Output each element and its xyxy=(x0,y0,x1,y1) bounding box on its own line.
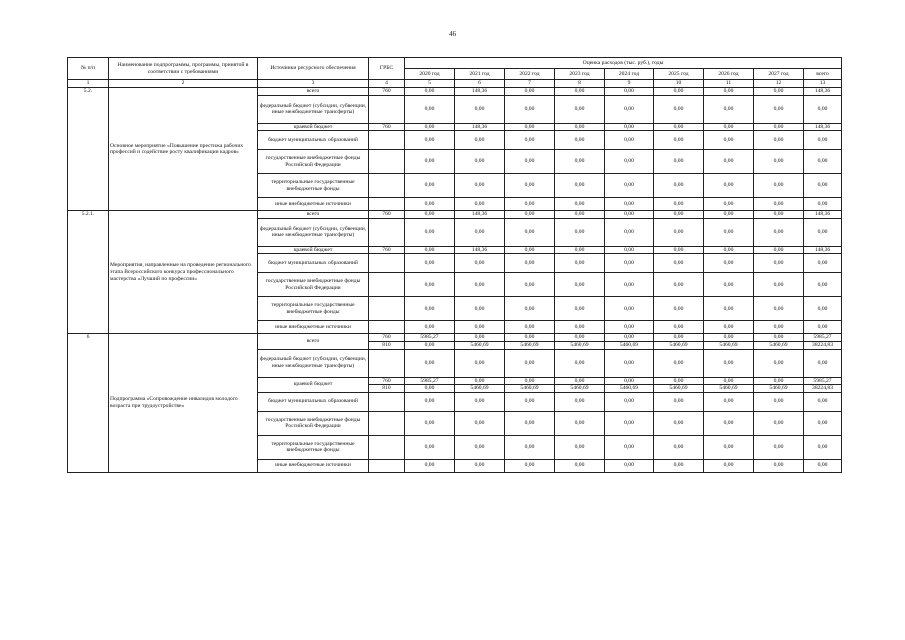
year-value: 5460,69 xyxy=(704,385,754,393)
year-value: 0,00 xyxy=(405,411,455,435)
total-value: 148,36 xyxy=(804,211,842,219)
year-value: 0,00 xyxy=(605,377,654,385)
funding-source: государственные внебюджетные фонды Российской Федерации xyxy=(258,150,369,174)
grbs-code: 810 xyxy=(369,385,405,393)
year-value: 0,00 xyxy=(704,211,754,219)
year-value: 0,00 xyxy=(754,254,804,273)
total-value: 0,00 xyxy=(804,411,842,435)
year-value: 0,00 xyxy=(405,211,455,219)
year-value: 0,00 xyxy=(654,95,704,123)
grbs-code xyxy=(369,411,405,435)
row-number: 6 xyxy=(68,334,109,472)
funding-source: территориальные государственные внебюджетные фонды xyxy=(258,297,369,321)
year-value: 0,00 xyxy=(754,349,804,377)
funding-source: федеральный бюджет (субсидии, субвенции, иные межбюджетные трансферты) xyxy=(258,218,369,246)
funding-source: всего xyxy=(258,88,369,96)
year-value: 5460,69 xyxy=(754,385,804,393)
grbs-code: 810 xyxy=(369,341,405,349)
year-value: 0,00 xyxy=(605,297,654,321)
year-value: 5985,27 xyxy=(405,377,455,385)
total-value: 0,00 xyxy=(804,349,842,377)
grbs-code xyxy=(369,95,405,123)
header-year: 2025 год xyxy=(654,69,704,80)
year-value: 0,00 xyxy=(704,377,754,385)
year-value: 5460,69 xyxy=(505,341,555,349)
page-number: 46 xyxy=(449,30,456,38)
total-value: 0,00 xyxy=(804,273,842,297)
grbs-code: 760 xyxy=(369,123,405,131)
year-value: 0,00 xyxy=(704,392,754,411)
header-year: 2021 год xyxy=(455,69,505,80)
table-body xyxy=(68,88,842,473)
table-row xyxy=(68,88,842,96)
grbs-code xyxy=(369,392,405,411)
year-value: 0,00 xyxy=(455,95,505,123)
funding-source: государственные внебюджетные фонды Российской Федерации xyxy=(258,411,369,435)
year-value: 0,00 xyxy=(505,198,555,211)
year-value: 0,00 xyxy=(455,273,505,297)
year-value: 0,00 xyxy=(754,459,804,472)
year-value: 0,00 xyxy=(555,254,605,273)
header-index-cell: 2 xyxy=(109,80,258,88)
year-value: 0,00 xyxy=(455,297,505,321)
year-value: 0,00 xyxy=(405,150,455,174)
header-row-main xyxy=(68,58,842,69)
funding-source: всего xyxy=(258,334,369,349)
total-value: 0,00 xyxy=(804,218,842,246)
year-value: 0,00 xyxy=(405,297,455,321)
year-value: 0,00 xyxy=(605,174,654,198)
year-value: 0,00 xyxy=(704,334,754,342)
year-value: 0,00 xyxy=(505,334,555,342)
year-value: 0,00 xyxy=(605,334,654,342)
year-value: 0,00 xyxy=(654,459,704,472)
year-value: 148,36 xyxy=(455,88,505,96)
header-index-cell: 10 xyxy=(654,80,704,88)
year-value: 0,00 xyxy=(405,273,455,297)
year-value: 0,00 xyxy=(505,435,555,459)
year-value: 0,00 xyxy=(754,297,804,321)
year-value: 0,00 xyxy=(754,411,804,435)
year-value: 0,00 xyxy=(704,297,754,321)
funding-source: краевой бюджет xyxy=(258,123,369,131)
year-value: 0,00 xyxy=(605,411,654,435)
year-value: 0,00 xyxy=(555,95,605,123)
grbs-code xyxy=(369,459,405,472)
header-year: 2022 год xyxy=(505,69,555,80)
year-value: 0,00 xyxy=(754,273,804,297)
header-year: 2024 год xyxy=(605,69,654,80)
year-value: 0,00 xyxy=(555,321,605,334)
header-index-cell: 6 xyxy=(455,80,505,88)
row-number: 5.2.1. xyxy=(68,211,109,334)
year-value: 0,00 xyxy=(555,198,605,211)
total-value: 0,00 xyxy=(804,95,842,123)
year-value: 148,36 xyxy=(455,123,505,131)
year-value: 0,00 xyxy=(405,435,455,459)
year-value: 0,00 xyxy=(555,131,605,150)
grbs-code: 760 xyxy=(369,334,405,342)
year-value: 5460,69 xyxy=(605,341,654,349)
year-value: 0,00 xyxy=(505,131,555,150)
year-value: 0,00 xyxy=(505,411,555,435)
grbs-code: 760 xyxy=(369,246,405,254)
year-value: 0,00 xyxy=(704,411,754,435)
funding-source: всего xyxy=(258,211,369,219)
year-value: 0,00 xyxy=(754,218,804,246)
year-value: 0,00 xyxy=(455,411,505,435)
year-value: 0,00 xyxy=(405,123,455,131)
funding-source: краевой бюджет xyxy=(258,246,369,254)
year-value: 0,00 xyxy=(455,254,505,273)
year-value: 0,00 xyxy=(654,174,704,198)
year-value: 5460,69 xyxy=(704,341,754,349)
year-value: 0,00 xyxy=(555,334,605,342)
year-value: 0,00 xyxy=(654,297,704,321)
year-value: 0,00 xyxy=(754,392,804,411)
year-value: 0,00 xyxy=(555,459,605,472)
total-value: 0,00 xyxy=(804,297,842,321)
year-value: 0,00 xyxy=(605,246,654,254)
year-value: 0,00 xyxy=(505,174,555,198)
total-value: 148,36 xyxy=(804,123,842,131)
total-value: 0,00 xyxy=(804,435,842,459)
year-value: 0,00 xyxy=(455,218,505,246)
year-value: 0,00 xyxy=(605,88,654,96)
header-index-cell: 8 xyxy=(555,80,605,88)
year-value: 0,00 xyxy=(704,435,754,459)
year-value: 0,00 xyxy=(605,273,654,297)
header-index-cell: 7 xyxy=(505,80,555,88)
header-source: Источники ресурсного обеспечения xyxy=(258,58,369,80)
year-value: 0,00 xyxy=(654,411,704,435)
year-value: 5460,69 xyxy=(654,385,704,393)
year-value: 0,00 xyxy=(754,150,804,174)
year-value: 0,00 xyxy=(555,349,605,377)
year-value: 0,00 xyxy=(505,377,555,385)
grbs-code xyxy=(369,218,405,246)
year-value: 0,00 xyxy=(455,131,505,150)
year-value: 0,00 xyxy=(455,198,505,211)
funding-source: территориальные государственные внебюджетные фонды xyxy=(258,174,369,198)
funding-source: иные внебюджетные источники xyxy=(258,459,369,472)
year-value: 0,00 xyxy=(754,174,804,198)
year-value: 0,00 xyxy=(704,198,754,211)
year-value: 0,00 xyxy=(704,349,754,377)
funding-source: бюджет муниципальных образований xyxy=(258,254,369,273)
year-value: 0,00 xyxy=(654,321,704,334)
year-value: 0,00 xyxy=(704,459,754,472)
year-value: 0,00 xyxy=(455,459,505,472)
year-value: 0,00 xyxy=(405,131,455,150)
year-value: 0,00 xyxy=(555,435,605,459)
total-value: 0,00 xyxy=(804,174,842,198)
year-value: 0,00 xyxy=(505,95,555,123)
year-value: 0,00 xyxy=(754,131,804,150)
total-value: 0,00 xyxy=(804,392,842,411)
total-value: 38224,83 xyxy=(804,341,842,349)
year-value: 0,00 xyxy=(704,273,754,297)
header-index-cell: 1 xyxy=(68,80,109,88)
year-value: 5460,69 xyxy=(505,385,555,393)
total-value: 0,00 xyxy=(804,459,842,472)
table-row xyxy=(68,334,842,342)
header-num: № п/п xyxy=(68,58,109,80)
year-value: 0,00 xyxy=(555,218,605,246)
total-value: 148,36 xyxy=(804,246,842,254)
year-value: 0,00 xyxy=(455,174,505,198)
year-value: 0,00 xyxy=(654,377,704,385)
year-value: 0,00 xyxy=(555,123,605,131)
year-value: 0,00 xyxy=(555,150,605,174)
funding-source: федеральный бюджет (субсидии, субвенции, иные межбюджетные трансферты) xyxy=(258,95,369,123)
header-grbs: ГРБС xyxy=(369,58,405,80)
grbs-code xyxy=(369,435,405,459)
funding-source: государственные внебюджетные фонды Российской Федерации xyxy=(258,273,369,297)
total-value: 148,36 xyxy=(804,88,842,96)
year-value: 0,00 xyxy=(754,334,804,342)
grbs-code: 760 xyxy=(369,377,405,385)
year-value: 0,00 xyxy=(555,246,605,254)
year-value: 5985,27 xyxy=(405,334,455,342)
year-value: 0,00 xyxy=(405,254,455,273)
header-index-cell: 9 xyxy=(605,80,654,88)
grbs-code xyxy=(369,150,405,174)
year-value: 0,00 xyxy=(605,198,654,211)
year-value: 0,00 xyxy=(505,211,555,219)
year-value: 0,00 xyxy=(704,246,754,254)
year-value: 0,00 xyxy=(405,341,455,349)
year-value: 0,00 xyxy=(654,123,704,131)
year-value: 5460,69 xyxy=(555,385,605,393)
funding-source: бюджет муниципальных образований xyxy=(258,131,369,150)
year-value: 0,00 xyxy=(405,95,455,123)
year-value: 0,00 xyxy=(605,150,654,174)
year-value: 0,00 xyxy=(704,174,754,198)
year-value: 0,00 xyxy=(654,218,704,246)
year-value: 0,00 xyxy=(754,321,804,334)
year-value: 0,00 xyxy=(455,392,505,411)
header-estimate: Оценка расходов (тыс. руб.), годы xyxy=(405,58,842,69)
funding-source: иные внебюджетные источники xyxy=(258,198,369,211)
funding-source: иные внебюджетные источники xyxy=(258,321,369,334)
header-index-cell: 4 xyxy=(369,80,405,88)
year-value: 0,00 xyxy=(555,88,605,96)
year-value: 0,00 xyxy=(605,459,654,472)
year-value: 0,00 xyxy=(505,150,555,174)
year-value: 148,36 xyxy=(455,211,505,219)
total-value: 0,00 xyxy=(804,254,842,273)
year-value: 0,00 xyxy=(605,131,654,150)
year-value: 0,00 xyxy=(654,435,704,459)
year-value: 0,00 xyxy=(405,88,455,96)
total-value: 0,00 xyxy=(804,150,842,174)
year-value: 0,00 xyxy=(654,150,704,174)
year-value: 0,00 xyxy=(605,211,654,219)
year-value: 0,00 xyxy=(505,349,555,377)
year-value: 5460,69 xyxy=(605,385,654,393)
table-row xyxy=(68,211,842,219)
year-value: 0,00 xyxy=(654,349,704,377)
budget-table xyxy=(67,57,842,473)
year-value: 0,00 xyxy=(405,174,455,198)
year-value: 0,00 xyxy=(654,88,704,96)
year-value: 0,00 xyxy=(405,198,455,211)
year-value: 0,00 xyxy=(455,349,505,377)
year-value: 0,00 xyxy=(654,273,704,297)
grbs-code xyxy=(369,349,405,377)
program-name: Основное мероприятие «Повышение престижа рабочих профессий и содействие росту квалификации кадров» xyxy=(109,88,258,211)
year-value: 0,00 xyxy=(754,95,804,123)
year-value: 0,00 xyxy=(555,297,605,321)
year-value: 0,00 xyxy=(505,273,555,297)
header-index-cell: 5 xyxy=(405,80,455,88)
year-value: 0,00 xyxy=(654,334,704,342)
year-value: 0,00 xyxy=(654,198,704,211)
year-value: 0,00 xyxy=(605,349,654,377)
header-name: Наименование подпрограммы, программы, принятой в соответствии с требованиями xyxy=(109,58,258,80)
year-value: 0,00 xyxy=(405,349,455,377)
year-value: 5460,69 xyxy=(654,341,704,349)
year-value: 0,00 xyxy=(405,218,455,246)
funding-source: бюджет муниципальных образований xyxy=(258,392,369,411)
funding-source: федеральный бюджет (субсидии, субвенции, иные межбюджетные трансферты) xyxy=(258,349,369,377)
year-value: 0,00 xyxy=(505,392,555,411)
year-value: 0,00 xyxy=(405,392,455,411)
year-value: 0,00 xyxy=(455,334,505,342)
year-value: 0,00 xyxy=(754,211,804,219)
year-value: 0,00 xyxy=(405,385,455,393)
year-value: 0,00 xyxy=(505,123,555,131)
year-value: 0,00 xyxy=(605,254,654,273)
year-value: 0,00 xyxy=(704,123,754,131)
funding-source: краевой бюджет xyxy=(258,377,369,392)
grbs-code xyxy=(369,131,405,150)
grbs-code: 760 xyxy=(369,211,405,219)
year-value: 0,00 xyxy=(605,218,654,246)
year-value: 0,00 xyxy=(455,321,505,334)
grbs-code: 760 xyxy=(369,88,405,96)
year-value: 0,00 xyxy=(505,459,555,472)
year-value: 0,00 xyxy=(605,321,654,334)
header-index-cell: 13 xyxy=(804,80,842,88)
year-value: 0,00 xyxy=(754,123,804,131)
year-value: 5460,69 xyxy=(555,341,605,349)
year-value: 0,00 xyxy=(555,392,605,411)
year-value: 0,00 xyxy=(704,95,754,123)
grbs-code xyxy=(369,254,405,273)
funding-source: территориальные государственные внебюджетные фонды xyxy=(258,435,369,459)
year-value: 0,00 xyxy=(605,392,654,411)
year-value: 148,36 xyxy=(455,246,505,254)
header-year: всего xyxy=(804,69,842,80)
year-value: 0,00 xyxy=(754,246,804,254)
year-value: 0,00 xyxy=(505,246,555,254)
year-value: 0,00 xyxy=(654,246,704,254)
header-index-cell: 11 xyxy=(704,80,754,88)
grbs-code xyxy=(369,321,405,334)
header-year: 2020 год xyxy=(405,69,455,80)
year-value: 0,00 xyxy=(605,95,654,123)
year-value: 0,00 xyxy=(704,321,754,334)
header-index-row xyxy=(68,80,842,88)
header-index-cell: 12 xyxy=(754,80,804,88)
total-value: 0,00 xyxy=(804,198,842,211)
header-index-cell: 3 xyxy=(258,80,369,88)
year-value: 0,00 xyxy=(505,321,555,334)
year-value: 0,00 xyxy=(654,211,704,219)
year-value: 0,00 xyxy=(455,377,505,385)
year-value: 0,00 xyxy=(555,411,605,435)
year-value: 0,00 xyxy=(605,123,654,131)
total-value: 0,00 xyxy=(804,131,842,150)
total-value: 5985,27 xyxy=(804,334,842,342)
year-value: 0,00 xyxy=(505,254,555,273)
year-value: 0,00 xyxy=(555,211,605,219)
year-value: 0,00 xyxy=(704,150,754,174)
year-value: 0,00 xyxy=(704,88,754,96)
year-value: 0,00 xyxy=(555,174,605,198)
year-value: 0,00 xyxy=(505,88,555,96)
year-value: 0,00 xyxy=(754,88,804,96)
year-value: 0,00 xyxy=(455,150,505,174)
year-value: 0,00 xyxy=(704,218,754,246)
header-year: 2023 год xyxy=(555,69,605,80)
year-value: 0,00 xyxy=(405,246,455,254)
year-value: 0,00 xyxy=(405,459,455,472)
year-value: 0,00 xyxy=(754,198,804,211)
year-value: 0,00 xyxy=(704,131,754,150)
year-value: 5460,69 xyxy=(754,341,804,349)
header-year: 2026 год xyxy=(704,69,754,80)
year-value: 0,00 xyxy=(654,131,704,150)
year-value: 0,00 xyxy=(555,273,605,297)
row-number: 5.2. xyxy=(68,88,109,211)
year-value: 0,00 xyxy=(754,435,804,459)
year-value: 5460,69 xyxy=(455,385,505,393)
year-value: 0,00 xyxy=(704,254,754,273)
year-value: 0,00 xyxy=(605,435,654,459)
year-value: 0,00 xyxy=(455,435,505,459)
year-value: 0,00 xyxy=(654,392,704,411)
header-year: 2027 год xyxy=(754,69,804,80)
year-value: 0,00 xyxy=(754,377,804,385)
total-value: 5985,27 xyxy=(804,377,842,385)
grbs-code xyxy=(369,198,405,211)
year-value: 0,00 xyxy=(505,218,555,246)
year-value: 5460,69 xyxy=(455,341,505,349)
grbs-code xyxy=(369,273,405,297)
year-value: 0,00 xyxy=(505,297,555,321)
total-value: 0,00 xyxy=(804,321,842,334)
grbs-code xyxy=(369,174,405,198)
year-value: 0,00 xyxy=(555,377,605,385)
program-name: Мероприятия, направленные на проведение регионального этапа Всероссийского конкурса профессионального мастерства «Лучший по профессии» xyxy=(109,211,258,334)
year-value: 0,00 xyxy=(654,254,704,273)
total-value: 38224,83 xyxy=(804,385,842,393)
program-name: Подпрограмма «Сопровождение инвалидов молодого возраста при трудоустройстве» xyxy=(109,334,258,472)
year-value: 0,00 xyxy=(405,321,455,334)
grbs-code xyxy=(369,297,405,321)
